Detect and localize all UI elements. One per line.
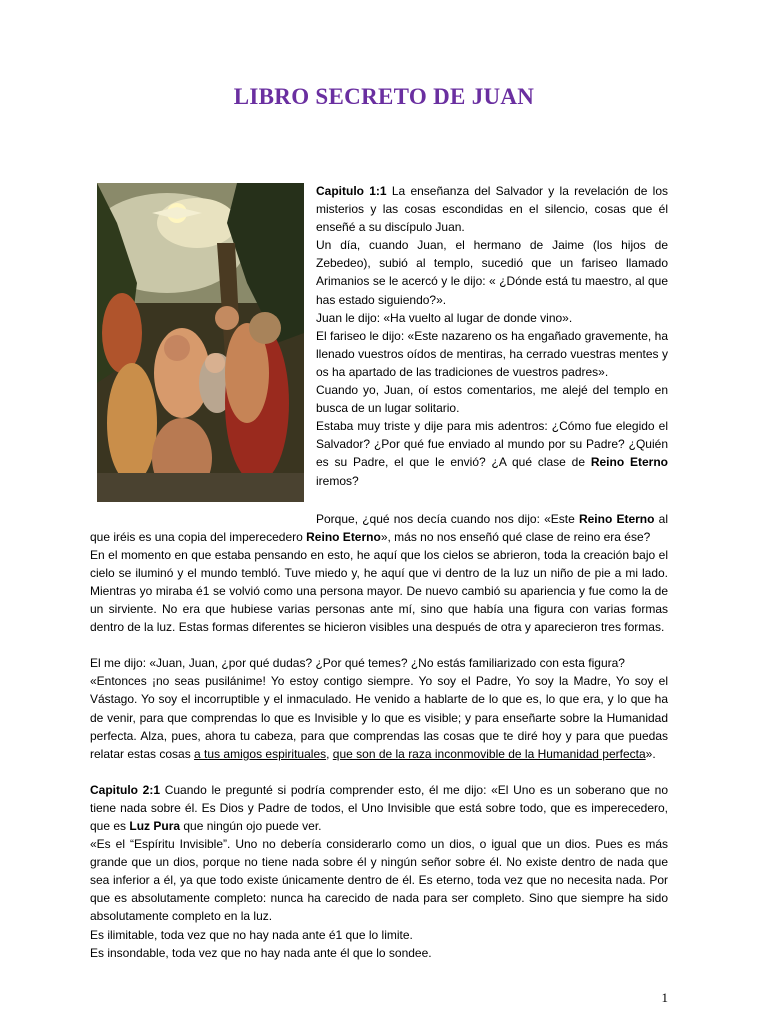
paragraph: El fariseo le dijo: «Este nazareno os ha engañado gravemente, ha llenado vuestros oídos de mentiras, ha cerrado vuestras mentes y os ha apartado de las tradiciones de vuestros padres». [316,328,668,379]
page-number: 1 [661,990,668,1005]
image-spacer [90,182,316,504]
bold-term: Luz Pura [129,819,181,833]
paragraph: El me dijo: «Juan, Juan, ¿por qué dudas? ¿Por qué temes? ¿No estás familiarizado con esta figura? [90,656,625,671]
paragraph: Porque, ¿qué nos decía cuando nos dijo: «Este Reino Eterno al que iréis es una copia del imperecedero Reino Eterno», más no nos enseñó qué clase de reino era ése? [90,511,669,544]
page-title: LIBRO SECRETO DE JUAN [233,84,535,109]
paragraph: Capitulo 1:1 La enseñanza del Salvador y la revelación de los misterios y las cosas escondidas en el silencio, cosas que él enseñé a su discípulo Juan. [316,184,669,235]
chapter-label: Capitulo 2:1 [90,782,161,797]
paragraph: Cuando yo, Juan, oí estos comentarios, me alejé del templo en busca de un lugar solitario. [316,383,668,416]
paragraph: Estaba muy triste y dije para mis adentros: ¿Cómo fue elegido el Salvador? ¿Por qué fue enviado al mundo por su Padre? ¿Quién es su Padre, el que le envió? ¿A qué clase de Reino Eterno iremos? [316,419,669,488]
paragraph: Capitulo 2:1 Cuando le pregunté si podría comprender esto, él me dijo: «El Uno es un soberano que no tiene nada sobre él. Es Dios y Padre de todos, el Uno Invisible que está sobre todo, que es imperecedero, que es Luz Pura que ningún ojo puede ver. [90,782,668,833]
bold-term: Reino Eterno [578,511,655,526]
paragraph: Un día, cuando Juan, el hermano de Jaime (los hijos de Zebedeo), subió al templo, sucedió que un fariseo llamado Arimanios se le acercó y le dijo: « ¿Dónde está tu maestro, al que has estado siguiendo?». [316,238,668,307]
chapter-label: Capitulo 1:1 [316,184,387,198]
paragraph: «Entonces ¡no seas pusilánime! Yo estoy contigo siempre. Yo soy el Padre, Yo soy la Madre, Yo soy el Vástago. Yo soy el incorruptible y el inmaculado. He venido a hablarte de lo que es, lo que era, y lo que ha de venir, para que comprendas lo que es Invisible y lo que es visible; y para enseñarte sobre la Humanidad perfecta. Alza, pues, ahora tu cabeza, para que comprendas las cosas que te diré hoy y para que puedas relatar estas cosas a tus amigos espirituales, que son de la raza inconmovible de la Humanidad perfecta». [90,674,668,761]
bold-term: Reino Eterno [590,455,669,470]
paragraph: Es insondable, toda vez que no hay nada ante él que lo sondee. [90,945,432,960]
body-text [90,182,668,962]
paragraph: Juan le dijo: «Ha vuelto al lugar de donde vino». [316,310,573,325]
bold-term: Reino Eterno [306,529,381,544]
paragraph: «Es el “Espíritu Invisible”. Uno no debería considerarlo como un dios, o igual que un dios. Pues es más grande que un dios, porque no tiene nada sobre él y ningún señor sobre él. No existe dentro de nada que sea inferior a él, ya que todo existe únicamente dentro de él. Es eterno, toda vez que no necesita nada. Por que es absolutamente completo: nunca ha carecido de nada para ser completo. Sino que siempre ha sido absolutamente completo en la luz. [90,837,668,924]
underlined-text: que son de la raza inconmovible de la Humanidad perfecta [332,746,646,761]
underlined-text: a tus amigos espirituales [194,746,327,761]
paragraph: En el momento en que estaba pensando en esto, he aquí que los cielos se abrieron, toda la creación bajo el cielo se iluminó y el mundo tembló. Tuve miedo y, he aquí que vi dentro de la luz un niño de pie a mi lado. Mientras yo miraba é1 se volvió como una persona mayor. De nuevo cambió su apariencia y fue como la de un sirviente. No era que hubiese varias personas ante mí, sino que había una figura con varias formas dentro de la luz. Estas formas diferentes se hicieron visibles una después de otra y aparecieron tres formas. [90,547,668,635]
paragraph: Es ilimitable, toda vez que no hay nada ante é1 que lo limite. [90,927,413,942]
